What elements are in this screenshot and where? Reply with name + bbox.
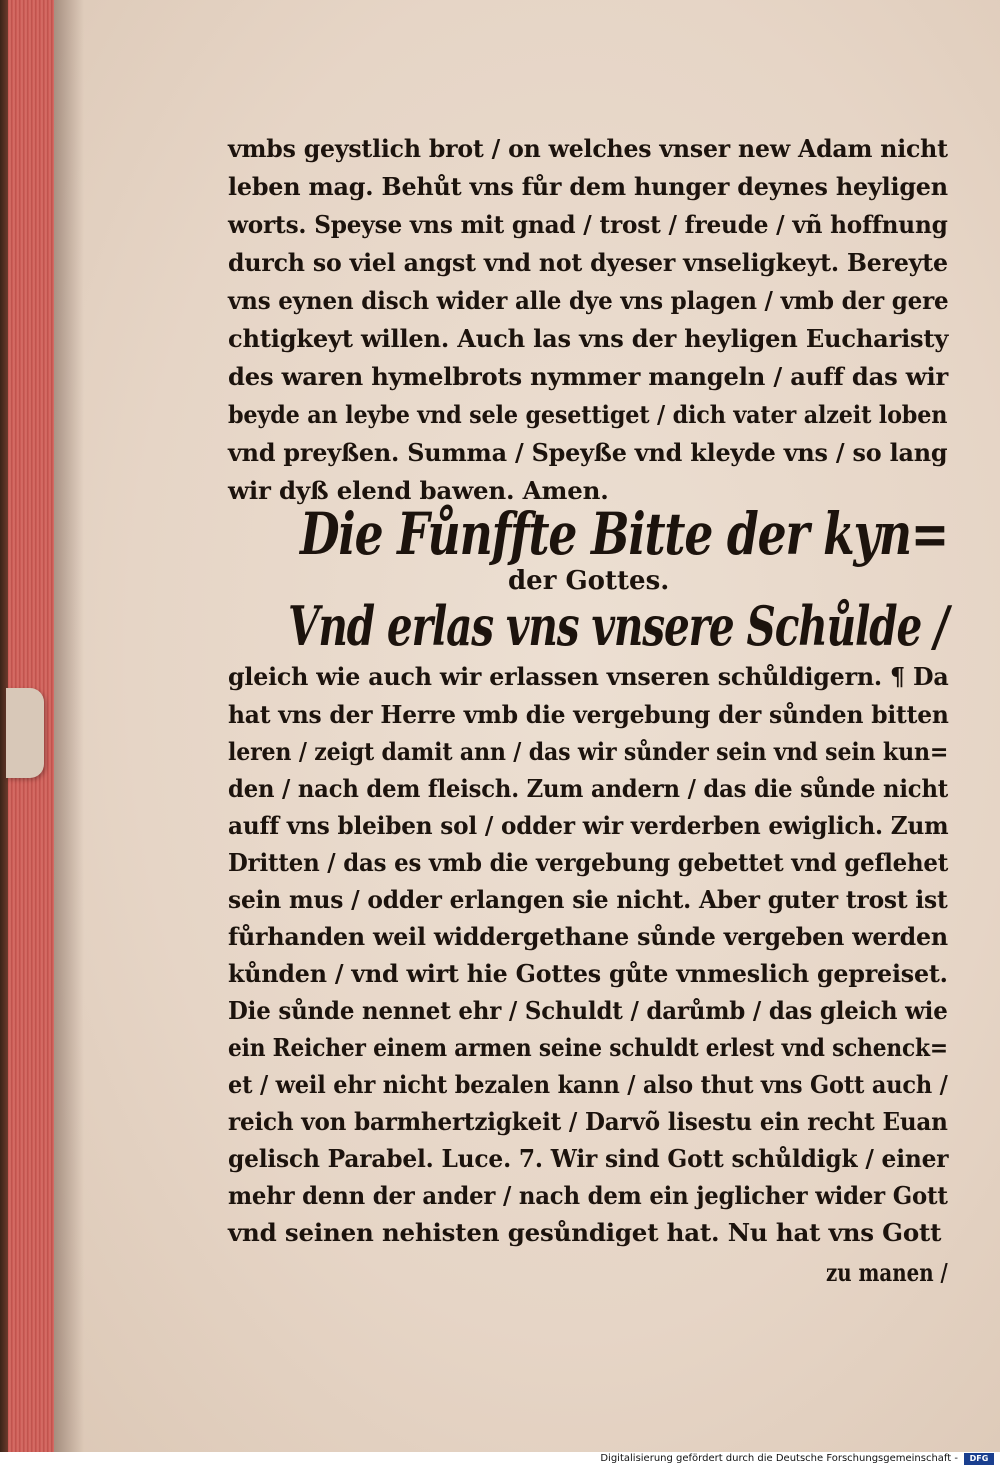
text-line: chtigkeyt willen. Auch las vns der heyligen Eucharisty <box>228 324 949 353</box>
text-line: wir dyß elend bawen. Amen. <box>228 476 609 505</box>
text-line: leren / zeigt damit ann / das wir sůnder sein vnd sein kun= <box>228 737 949 766</box>
text-line: gleich wie auch wir erlassen vnseren schůldigern. ¶ Da <box>228 662 949 691</box>
text-line: vmbs geystlich brot / on welches vnser new Adam nicht <box>228 134 948 163</box>
footer-bar <box>0 1452 1000 1466</box>
text-line: durch so viel angst vnd not dyeser vnseligkeyt. Bereyte <box>228 248 948 277</box>
section-heading-continuation: der Gottes. <box>508 566 670 596</box>
text-line: et / weil ehr nicht bezalen kann / also thut vns Gott auch / <box>228 1070 948 1099</box>
section-subheading: Vnd erlas vns vnsere Schůlde / <box>288 594 948 658</box>
text-line: ein Reicher einem armen seine schuldt erlest vnd schenck= <box>228 1033 948 1062</box>
funding-credit: Digitalisierung gefördert durch die Deutsche Forschungsgemeinschaft - <box>600 1453 958 1464</box>
text-line: vnd seinen nehisten gesůndiget hat. Nu hat vns Gott <box>228 1218 942 1247</box>
section-heading: Die Fůnffte Bitte der kyn= <box>300 500 948 568</box>
text-line: reich von barmhertzigkeit / Darvõ lisestu ein recht Euan <box>228 1107 948 1136</box>
text-line: kůnden / vnd wirt hie Gottes gůte vnmeslich gepreiset. <box>228 959 948 988</box>
text-line: auff vns bleiben sol / odder wir verderben ewiglich. Zum <box>228 811 949 840</box>
text-line: mehr denn der ander / nach dem ein jeglicher wider Gott <box>228 1181 948 1210</box>
text-line: worts. Speyse vns mit gnad / trost / freude / vñ hoffnung <box>228 210 948 239</box>
catchword: zu manen / <box>826 1258 948 1287</box>
text-line: Die sůnde nennet ehr / Schuldt / darůmb / das gleich wie <box>228 996 948 1025</box>
gutter-shadow <box>54 0 84 1452</box>
text-line: sein mus / odder erlangen sie nicht. Aber guter trost ist <box>228 885 948 914</box>
text-line: vns eynen disch wider alle dye vns plagen / vmb der gere <box>228 286 949 315</box>
text-line: beyde an leybe vnd sele gesettiget / dich vater alzeit loben <box>228 400 948 429</box>
text-line: den / nach dem fleisch. Zum andern / das die sůnde nicht <box>228 774 949 803</box>
text-line: des waren hymelbrots nymmer mangeln / auff das wir <box>228 362 949 391</box>
text-line: hat vns der Herre vmb die vergebung der sůnden bitten <box>228 700 949 729</box>
text-line: vnd preyßen. Summa / Speyße vnd kleyde vns / so lang <box>228 438 948 467</box>
text-line: Dritten / das es vmb die vergebung gebettet vnd geflehet <box>228 848 949 877</box>
text-line: gelisch Parabel. Luce. 7. Wir sind Gott schůldigk / einer <box>228 1144 949 1173</box>
text-line: fůrhanden weil widdergethane sůnde vergeben werden <box>228 922 948 951</box>
dfg-logo-icon: DFG <box>964 1453 994 1465</box>
page-marker-tab <box>6 688 44 778</box>
text-line: leben mag. Behůt vns fůr dem hunger deynes heyligen <box>228 172 948 201</box>
